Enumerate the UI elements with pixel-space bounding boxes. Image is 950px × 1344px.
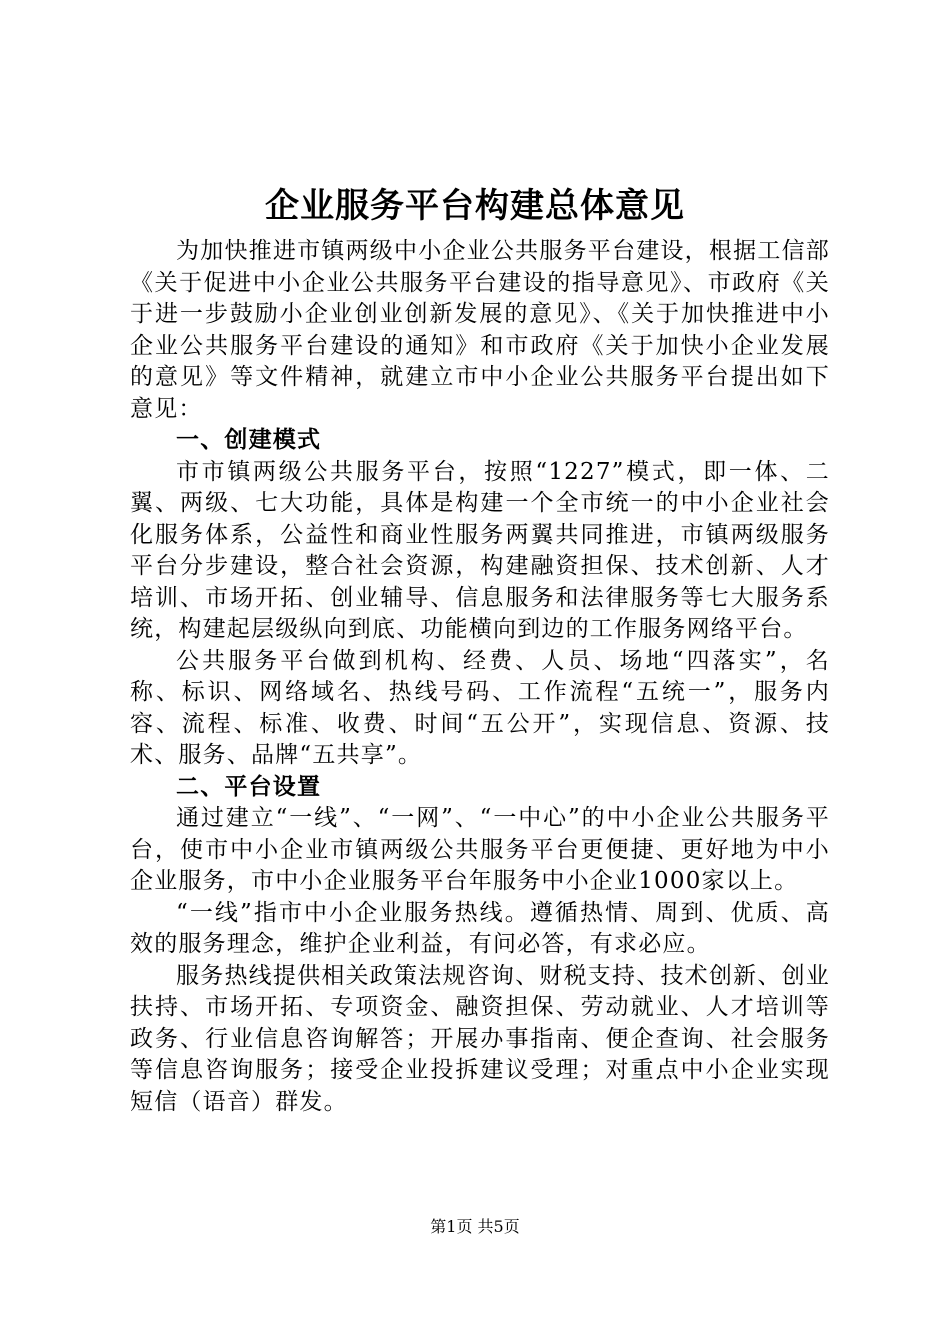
section1-paragraph-1: 市市镇两级公共服务平台，按照“1227”模式，即一体、二翼、两级、七大功能，具体是构建一个全市统一的中小企业社会化服务体系，公益性和商业性服务两翼共同推进，市镇两级服务平台分步建设，整合社会资源，构建融资担保、技术创新、人才培训、市场开拓、创业辅导、信息服务和法律服务等七大服务系统，构建起层级纵向到底、功能横向到边的工作服务网络平台。	[130, 458, 830, 642]
intro-paragraph: 为加快推进市镇两级中小企业公共服务平台建设，根据工信部《关于促进中小企业公共服务平台建设的指导意见》、市政府《关于进一步鼓励小企业创业创新发展的意见》、《关于加快推进中小企业公共服务平台建设的通知》和市政府《关于加快小企业发展的意见》等文件精神，就建立市中小企业公共服务平台提出如下意见：	[130, 238, 830, 422]
section2-paragraph-1: 通过建立“一线”、“一网”、“一中心”的中小企业公共服务平台，使市中小企业市镇两级公共服务平台更便捷、更好地为中小企业服务，市中小企业服务平台年服务中小企业1000家以上。	[130, 805, 830, 894]
document-title: 企业服务平台构建总体意见	[265, 186, 685, 226]
section1-paragraph-2: 公共服务平台做到机构、经费、人员、场地“四落实”，名称、标识、网络域名、热线号码、工作流程“五统一”，服务内容、流程、标准、收费、时间“五公开”，实现信息、资源、技术、服务、品牌“五共享”。	[130, 647, 830, 768]
section-heading-platform: 二、平台设置	[176, 773, 322, 800]
section2-paragraph-2: “一线”指市中小企业服务热线。遵循热情、周到、优质、高效的服务理念，维护企业利益，有问必答，有求必应。	[130, 899, 830, 957]
section-heading-mode: 一、创建模式	[176, 427, 322, 453]
document-body	[130, 236, 830, 1118]
section2-paragraph-3: 服务热线提供相关政策法规咨询、财税支持、技术创新、创业扶持、市场开拓、专项资金、融资担保、劳动就业、人才培训等政务、行业信息咨询解答；开展办事指南、便企查询、社会服务等信息咨询服务；接受企业投拆建议受理；对重点中小企业实现短信（语音）群发。	[130, 962, 830, 1115]
page-footer: 第1页 共5页	[430, 1217, 520, 1236]
